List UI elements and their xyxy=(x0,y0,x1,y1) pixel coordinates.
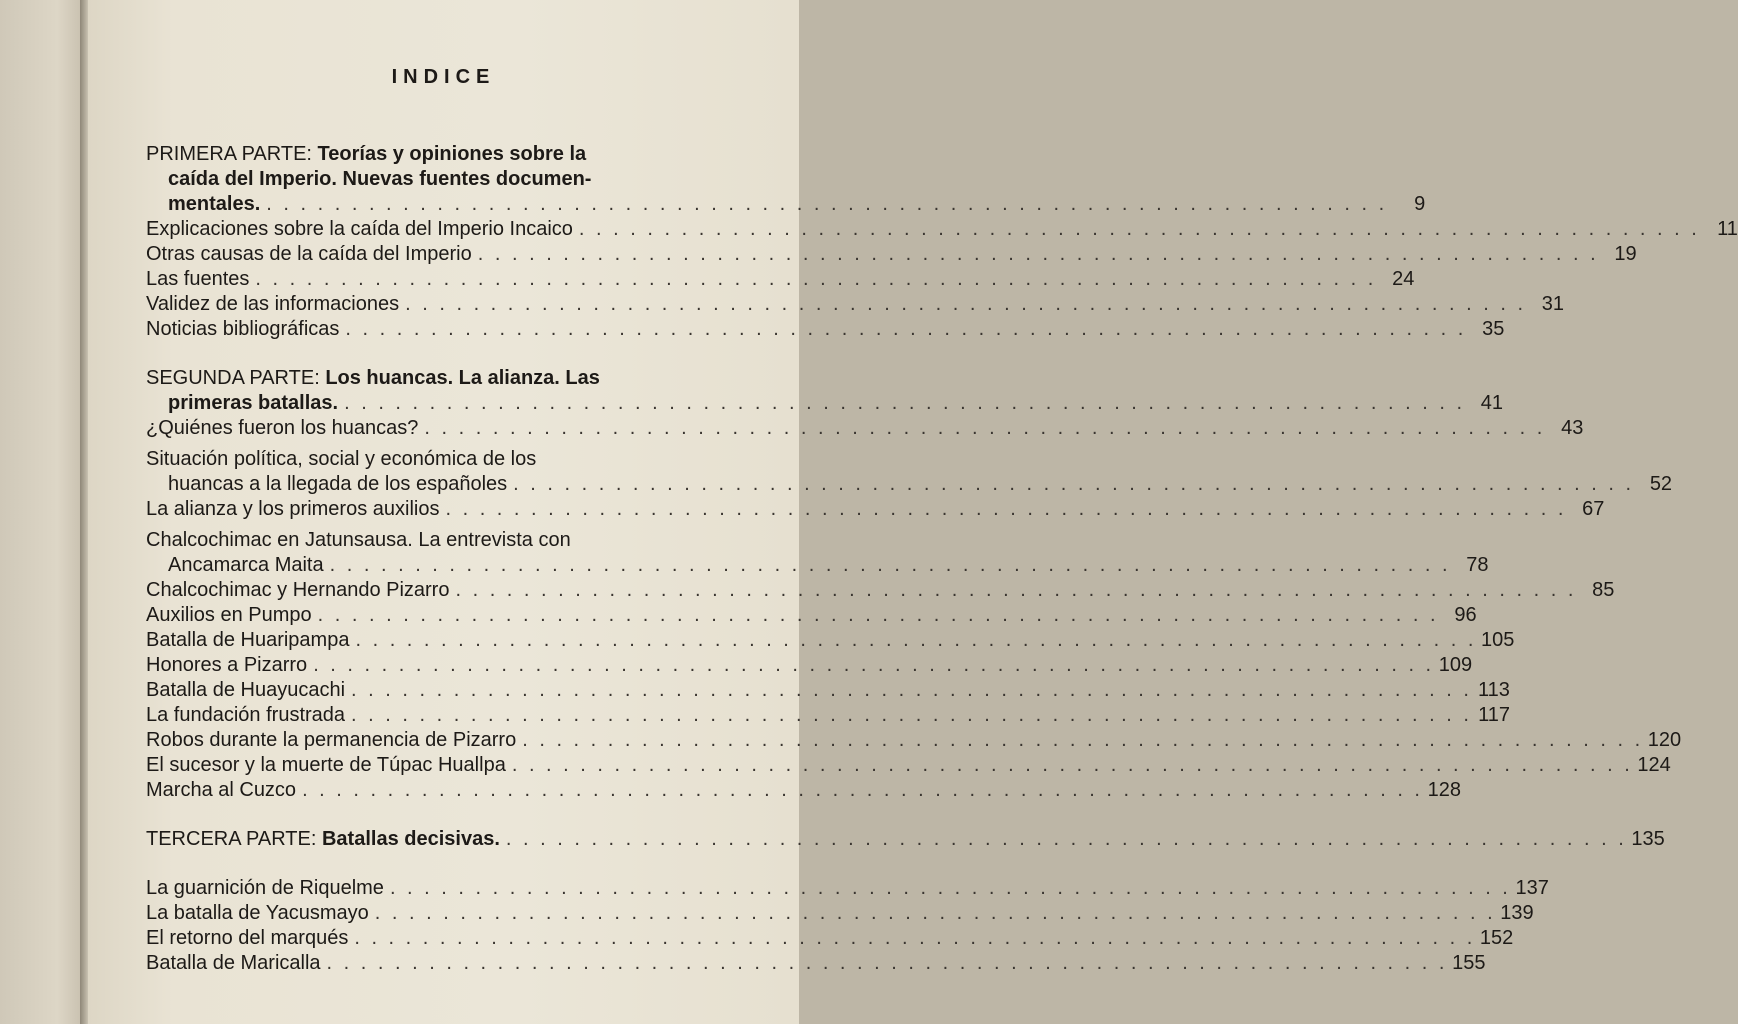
leader-dots xyxy=(375,901,1496,926)
page-number: 85 xyxy=(1592,579,1615,601)
leader-dots xyxy=(512,753,1633,778)
page-number: 35 xyxy=(1482,318,1505,340)
entry-title: Marcha al Cuzco xyxy=(146,779,297,801)
page-number: 124 xyxy=(1637,754,1671,776)
leader-dots xyxy=(344,391,1465,416)
leader-dots xyxy=(327,951,1448,976)
leader-dots xyxy=(355,628,1476,653)
entry-title: Auxilios en Pumpo xyxy=(146,604,312,626)
part-prefix: PRIMERA PARTE: xyxy=(146,143,312,165)
toc-entry xyxy=(146,876,1549,901)
part-title: Los huancas. La alianza. Las xyxy=(325,367,600,389)
toc-entry xyxy=(146,317,1505,342)
toc-entry xyxy=(146,703,1510,728)
page-number: 105 xyxy=(1481,629,1515,651)
entry-title: Robos durante la permanencia de Pizarro xyxy=(146,729,517,751)
toc-entry xyxy=(146,653,1473,678)
toc-entry xyxy=(146,242,1637,267)
entry-title: Otras causas de la caída del Imperio xyxy=(146,243,472,265)
entry-title: Noticias bibliográficas xyxy=(146,318,340,340)
leader-dots xyxy=(318,603,1439,628)
toc-entry xyxy=(146,603,1477,628)
leader-dots xyxy=(255,267,1376,292)
toc-entry xyxy=(146,728,1682,753)
page-title: INDICE xyxy=(391,66,496,88)
leader-dots xyxy=(579,217,1700,242)
page-number: 31 xyxy=(1541,293,1565,315)
page-number: 19 xyxy=(1614,243,1637,265)
entry-title: ¿Quiénes fueron los huancas? xyxy=(146,417,419,439)
part-heading-3 xyxy=(146,827,1665,852)
page-number: 78 xyxy=(1466,554,1489,576)
page-number: 113 xyxy=(1478,679,1510,701)
toc-entry xyxy=(146,447,1673,497)
entry-title: La batalla de Yacusmayo xyxy=(146,902,369,924)
entry-title: Las fuentes xyxy=(146,268,250,290)
page-number: 24 xyxy=(1392,268,1415,290)
toc-entry xyxy=(146,753,1671,778)
leader-dots xyxy=(424,416,1545,441)
page-number: 135 xyxy=(1631,828,1665,850)
page-number: 96 xyxy=(1454,604,1477,626)
leader-dots xyxy=(351,703,1472,728)
entry-title: La alianza y los primeros auxilios xyxy=(146,498,440,520)
leader-dots xyxy=(351,678,1472,703)
page-number: 139 xyxy=(1500,902,1534,924)
toc-entry xyxy=(146,497,1605,522)
toc-entry xyxy=(146,528,1489,578)
toc-entry xyxy=(146,926,1514,951)
entry-title-cont: huancas a la llegada de los españoles xyxy=(168,473,508,495)
page-number: 67 xyxy=(1582,498,1605,520)
entry-title: Situación política, social y económica de los xyxy=(146,448,537,470)
entry-title: Chalcochimac en Jatunsausa. La entrevista con xyxy=(146,529,571,551)
entry-title: El retorno del marqués xyxy=(146,927,349,949)
part-title-cont: mentales. xyxy=(168,193,261,215)
toc-entry xyxy=(146,217,1738,242)
leader-dots xyxy=(506,827,1627,852)
entry-title: Explicaciones sobre la caída del Imperio Incaico xyxy=(146,218,573,240)
part-title-cont: primeras batallas. xyxy=(168,392,339,414)
leader-dots xyxy=(445,497,1566,522)
toc-entry xyxy=(146,416,1584,441)
leader-dots xyxy=(313,653,1434,678)
toc-entry xyxy=(146,778,1461,803)
table-of-contents xyxy=(146,142,1738,976)
entry-title: El sucesor y la muerte de Túpac Huallpa xyxy=(146,754,506,776)
page-number: 41 xyxy=(1480,392,1504,414)
part-title-cont: caída del Imperio. Nuevas fuentes documen- xyxy=(168,168,592,190)
leader-dots xyxy=(390,876,1511,901)
part-title: Teorías y opiniones sobre la xyxy=(317,143,587,165)
entry-title: Validez de las informaciones xyxy=(146,293,400,315)
facing-page-edge xyxy=(0,0,82,1024)
toc-entry xyxy=(146,951,1486,976)
page-number: 128 xyxy=(1427,779,1461,801)
leader-dots xyxy=(302,778,1423,803)
entry-title: Chalcochimac y Hernando Pizarro xyxy=(146,579,450,601)
entry-title: Batalla de Huayucachi xyxy=(146,679,346,701)
leader-dots xyxy=(478,242,1599,267)
part-prefix: SEGUNDA PARTE: xyxy=(146,367,320,389)
leader-dots xyxy=(522,728,1643,753)
toc-entry xyxy=(146,628,1515,653)
part-prefix: TERCERA PARTE: xyxy=(146,828,317,850)
toc-entry xyxy=(146,267,1415,292)
leader-dots xyxy=(354,926,1475,951)
leader-dots xyxy=(345,317,1466,342)
page-number: 9 xyxy=(1414,193,1426,215)
entry-title: Batalla de Maricalla xyxy=(146,952,321,974)
page-number: 52 xyxy=(1649,473,1673,495)
entry-title-cont: Ancamarca Maita xyxy=(168,554,324,576)
page-number: 11 xyxy=(1717,218,1738,240)
toc-entry xyxy=(146,292,1565,317)
entry-title: Honores a Pizarro xyxy=(146,654,308,676)
leader-dots xyxy=(455,578,1576,603)
part-title: Batallas decisivas. xyxy=(321,828,500,850)
entry-title: Batalla de Huaripampa xyxy=(146,629,350,651)
leader-dots xyxy=(266,192,1387,217)
entry-title: La guarnición de Riquelme xyxy=(146,877,384,899)
toc-entry xyxy=(146,901,1534,926)
page-number: 117 xyxy=(1478,704,1510,726)
part-heading-1 xyxy=(146,142,1426,217)
page-number: 109 xyxy=(1438,654,1473,676)
page-number: 120 xyxy=(1647,729,1682,751)
entry-title: La fundación frustrada xyxy=(146,704,346,726)
leader-dots xyxy=(405,292,1526,317)
toc-entry xyxy=(146,678,1510,703)
leader-dots xyxy=(513,472,1634,497)
page-number: 152 xyxy=(1479,927,1514,949)
page-number: 137 xyxy=(1515,877,1549,899)
toc-entry xyxy=(146,578,1615,603)
page-number: 155 xyxy=(1452,952,1486,974)
part-heading-2 xyxy=(146,366,1504,416)
leader-dots xyxy=(330,553,1451,578)
page-number: 43 xyxy=(1561,417,1584,439)
book-page xyxy=(88,0,1738,1024)
